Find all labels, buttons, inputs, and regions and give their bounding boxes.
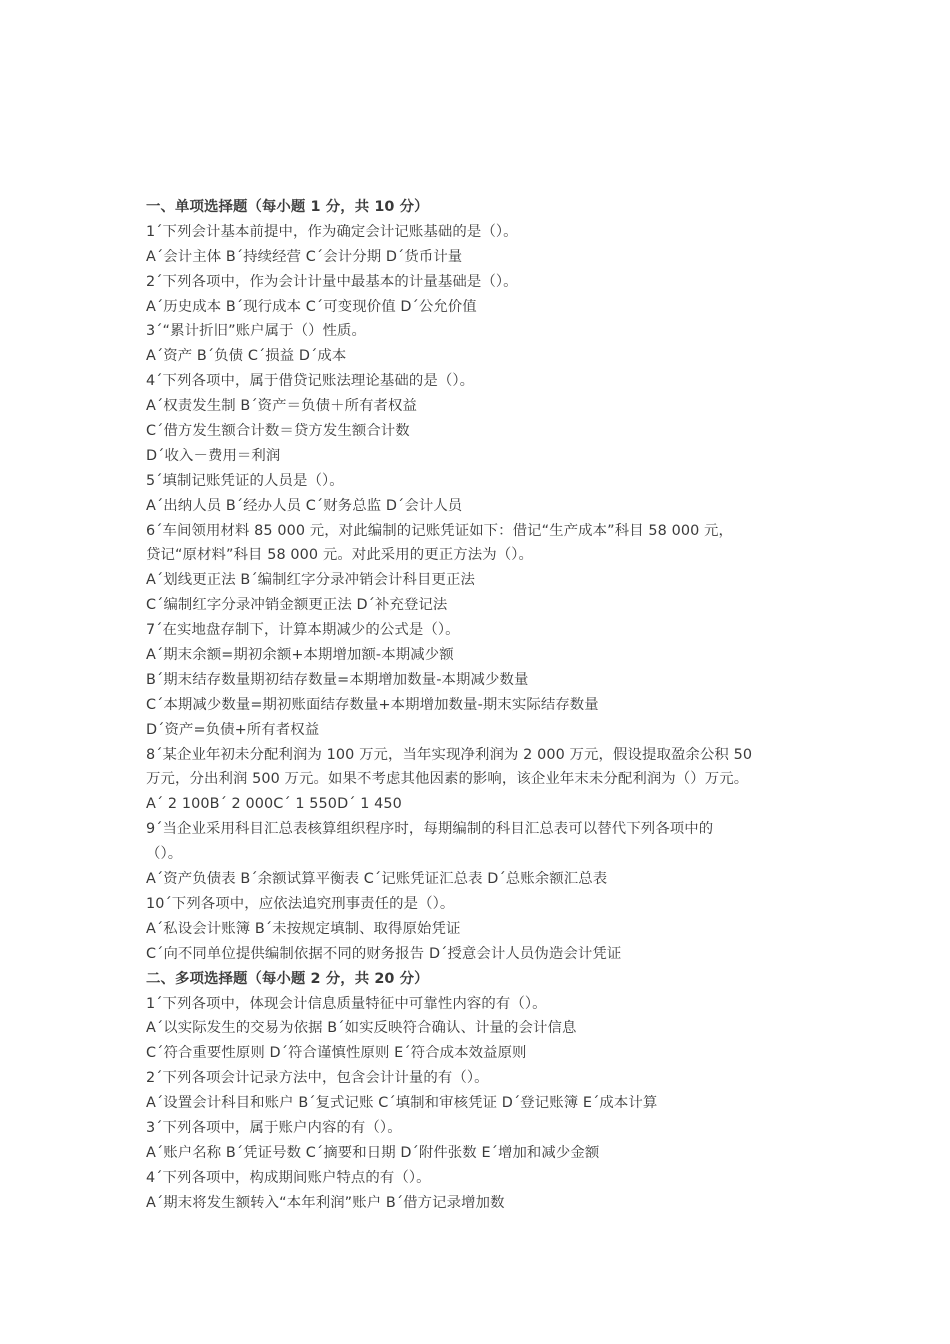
text-line: Aˊ出纳人员 Bˊ经办人员 Cˊ财务总监 Dˊ会计人员 [146, 497, 463, 514]
text-line: Cˊ符合重要性原则 Dˊ符合谨慎性原则 Eˊ符合成本效益原则 [146, 1045, 527, 1062]
text-line: 贷记“原材料”科目 58 000 元。对此采用的更正方法为（）。 [146, 547, 534, 564]
text-line: 3ˊ“累计折旧”账户属于（）性质。 [146, 323, 367, 340]
text-line: Aˊ会计主体 Bˊ持续经营 Cˊ会计分期 Dˊ货币计量 [146, 248, 463, 265]
text-line: 6ˊ车间领用材料 85 000 元，对此编制的记账凭证如下：借记“生产成本”科目 58 000 元， [146, 522, 733, 539]
section-heading: 一、单项选择题（每小题 1 分，共 10 分） [146, 199, 429, 215]
text-line: 4ˊ下列各项中，构成期间账户特点的有（）。 [146, 1169, 431, 1186]
text-line: Aˊ期末将发生额转入“本年利润”账户 Bˊ借方记录增加数 [146, 1194, 505, 1211]
text-line: Cˊ向不同单位提供编制依据不同的财务报告 Dˊ授意会计人员伪造会计凭证 [146, 945, 622, 962]
text-line: Bˊ期末结存数量期初结存数量=本期增加数量-本期减少数量 [146, 671, 529, 688]
text-line: Aˊ设置会计科目和账户 Bˊ复式记账 Cˊ填制和审核凭证 Dˊ登记账簿 Eˊ成本计算 [146, 1095, 658, 1112]
text-line: 9ˊ当企业采用科目汇总表核算组织程序时，每期编制的科目汇总表可以替代下列各项中的 [146, 821, 714, 838]
text-line: 4ˊ下列各项中，属于借贷记账法理论基础的是（）。 [146, 373, 475, 390]
text-line: 1ˊ下列会计基本前提中，作为确定会计记账基础的是（）。 [146, 223, 518, 240]
text-line: 10ˊ下列各项中，应依法追究刑事责任的是（）。 [146, 895, 455, 912]
text-line: 8ˊ某企业年初未分配利润为 100 万元，当年实现净利润为 2 000 万元，假设提取盈余公积 50 [146, 746, 753, 763]
text-line: Cˊ借方发生额合计数＝贷方发生额合计数 [146, 423, 410, 440]
text-line: Aˊ资产负债表 Bˊ余额试算平衡表 Cˊ记账凭证汇总表 Dˊ总账余额汇总表 [146, 871, 608, 888]
text-line: （）。 [146, 846, 183, 863]
text-line: 2ˊ下列各项会计记录方法中，包含会计计量的有（）。 [146, 1070, 489, 1087]
text-line: 3ˊ下列各项中，属于账户内容的有（）。 [146, 1119, 402, 1136]
text-line: Aˊ期末余额=期初余额+本期增加额-本期减少额 [146, 647, 454, 664]
text-line: Cˊ编制红字分录冲销金额更正法 Dˊ补充登记法 [146, 597, 448, 614]
text-line: Aˊ资产 Bˊ负债 Cˊ损益 Dˊ成本 [146, 348, 347, 365]
text-line: Aˊ以实际发生的交易为依据 Bˊ如实反映符合确认、计量的会计信息 [146, 1020, 577, 1037]
section-heading: 二、多项选择题（每小题 2 分，共 20 分） [146, 970, 429, 987]
text-line: Aˊ私设会计账簿 Bˊ未按规定填制、取得原始凭证 [146, 920, 461, 937]
text-line: 5ˊ填制记账凭证的人员是（）。 [146, 472, 344, 489]
text-line: 1ˊ下列各项中，体现会计信息质量特征中可靠性内容的有（）。 [146, 995, 547, 1012]
text-line: Dˊ收入－费用＝利润 [146, 447, 281, 464]
document-page [146, 195, 826, 1216]
text-line: Aˊ权责发生制 Bˊ资产＝负债＋所有者权益 [146, 398, 418, 415]
text-line: Aˊ历史成本 Bˊ现行成本 Cˊ可变现价值 Dˊ公允价值 [146, 298, 477, 315]
text-line: 万元，分出利润 500 万元。如果不考虑其他因素的影响，该企业年末未分配利润为（）万元。 [146, 771, 749, 788]
text-line: Aˊ 2 100Bˊ 2 000Cˊ 1 550Dˊ 1 450 [146, 796, 402, 813]
text-line: Dˊ资产=负债+所有者权益 [146, 721, 320, 738]
text-line: Cˊ本期减少数量=期初账面结存数量+本期增加数量-期末实际结存数量 [146, 696, 599, 713]
text-line: 7ˊ在实地盘存制下，计算本期减少的公式是（）。 [146, 622, 460, 639]
text-line: Aˊ账户名称 Bˊ凭证号数 Cˊ摘要和日期 Dˊ附件张数 Eˊ增加和减少金额 [146, 1144, 600, 1161]
text-line: 2ˊ下列各项中，作为会计计量中最基本的计量基础是（）。 [146, 273, 518, 290]
text-line: Aˊ划线更正法 Bˊ编制红字分录冲销会计科目更正法 [146, 572, 475, 589]
